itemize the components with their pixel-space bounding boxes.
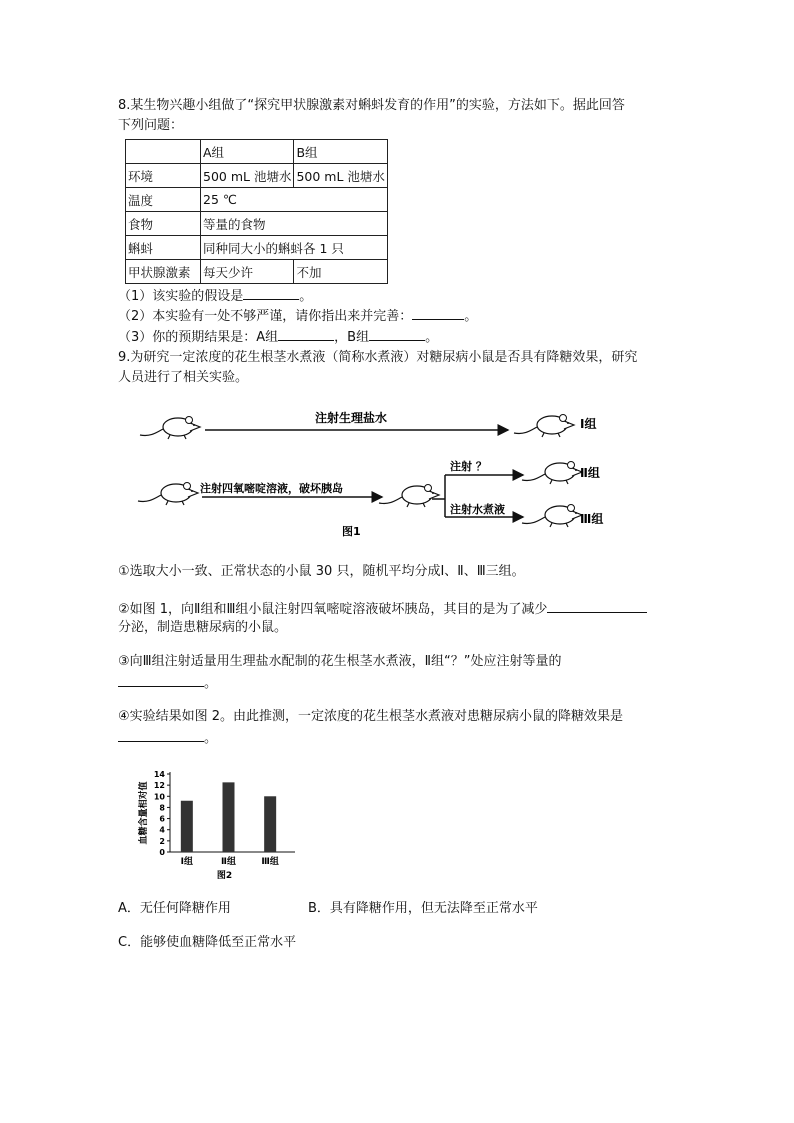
y-tick-label: 6	[159, 814, 165, 824]
table-row	[126, 164, 388, 188]
table-cell: 食物	[126, 212, 201, 236]
table-row	[126, 260, 388, 284]
y-tick-label: 0	[159, 848, 165, 857]
q8-sub1: （1）该实验的假设是 。	[118, 285, 312, 307]
y-tick-label: 14	[153, 770, 165, 779]
table-row	[126, 212, 388, 236]
q8-sub2: （2）本实验有一处不够严谨，请你指出来并完善： 。	[118, 305, 477, 327]
y-tick-label: 4	[159, 825, 165, 835]
answer-blank[interactable]	[412, 305, 464, 320]
mouse-icon	[522, 462, 582, 485]
mouse-icon	[379, 485, 439, 508]
mouse-icon	[140, 417, 200, 440]
answer-blank[interactable]	[369, 326, 425, 341]
option-b[interactable]: B．具有降糖作用，但无法降至正常水平	[308, 901, 538, 916]
table-cell: 25 ℃	[201, 188, 388, 212]
table-cell: 蝌蚪	[126, 236, 201, 260]
q9-step4: ④实验结果如图 2。由此推测，一定浓度的花生根茎水煮液对患糖尿病小鼠的降糖效果是	[118, 709, 624, 724]
y-tick-label: 2	[159, 836, 165, 846]
q8-sub3: （3）你的预期结果是：A组 ，B组 。	[118, 326, 438, 348]
arrow-label-decoction: 注射水煮液	[450, 503, 505, 516]
table-cell: B组	[294, 140, 387, 164]
q9-step3: ③向Ⅲ组注射适量用生理盐水配制的花生根茎水煮液，Ⅱ组“？”处应注射等量的	[118, 654, 562, 669]
table-cell: 500 mL 池塘水	[294, 164, 387, 188]
arrow-label-unknown: 注射 ？	[450, 460, 487, 473]
x-tick-label: Ⅰ组	[180, 857, 194, 867]
table-cell: A组	[201, 140, 294, 164]
q9-step1: ①选取大小一致、正常状态的小鼠 30 只，随机平均分成Ⅰ、Ⅱ、Ⅲ三组。	[118, 564, 525, 579]
experiment-table	[125, 139, 388, 284]
q9-step2: ②如图 1，向Ⅱ组和Ⅲ组小鼠注射四氧嘧啶溶液破坏胰岛，其目的是为了减少	[118, 598, 647, 620]
group-label-2: Ⅱ组	[580, 466, 600, 480]
table-cell: 500 mL 池塘水	[201, 164, 294, 188]
q9-step2-line2: 分泌，制造患糖尿病的小鼠。	[118, 620, 288, 635]
x-tick-label: Ⅲ组	[261, 857, 279, 867]
bar	[223, 782, 235, 852]
q8-stem-line2: 下列问题：	[118, 118, 184, 133]
table-row	[126, 140, 388, 164]
group-label-3: Ⅲ组	[580, 512, 604, 526]
figure-1-caption: 图1	[342, 525, 361, 538]
arrow-label-saline: 注射生理盐水	[315, 411, 388, 425]
table-row	[126, 236, 388, 260]
y-tick-label: 12	[153, 781, 165, 791]
answer-blank[interactable]	[118, 727, 204, 742]
y-tick-label: 10	[153, 792, 165, 802]
q9-stem-line1: 9.为研究一定浓度的花生根茎水煮液（简称水煮液）对糖尿病小鼠是否具有降糖效果，研究	[118, 350, 638, 365]
table-cell: 不加	[294, 260, 387, 284]
figure-2-chart	[130, 762, 310, 887]
table-cell: 每天少许	[201, 260, 294, 284]
table-cell: 温度	[126, 188, 201, 212]
answer-blank[interactable]	[278, 326, 334, 341]
q9-stem-line2: 人员进行了相关实验。	[118, 370, 249, 385]
mouse-icon	[514, 415, 574, 438]
option-a[interactable]: A．无任何降糖作用	[118, 901, 231, 916]
table-cell: 等量的食物	[201, 212, 388, 236]
table-cell: 同种同大小的蝌蚪各 1 只	[201, 236, 388, 260]
mouse-icon	[522, 505, 582, 528]
table-cell	[126, 140, 201, 164]
figure-1	[120, 395, 620, 545]
table-row	[126, 188, 388, 212]
chart-caption: 图2	[216, 871, 233, 881]
x-tick-label: Ⅱ组	[221, 857, 236, 867]
y-axis-label: 血糖含量相对值	[139, 781, 149, 845]
option-c[interactable]: C．能够使血糖降低至正常水平	[118, 935, 297, 950]
mouse-icon	[138, 483, 198, 506]
q8-stem-line1: 8.某生物兴趣小组做了“探究甲状腺激素对蝌蚪发育的作用”的实验，方法如下。据此回答	[118, 98, 625, 113]
y-tick-label: 8	[159, 803, 165, 813]
bar	[264, 796, 276, 852]
group-label-1: Ⅰ组	[580, 417, 597, 431]
answer-blank[interactable]	[118, 672, 204, 687]
q9-step3-line2: 。	[118, 672, 217, 694]
bar	[181, 801, 193, 852]
table-cell: 环境	[126, 164, 201, 188]
q9-step4-line2: 。	[118, 727, 217, 749]
arrow-label-alloxan: 注射四氧嘧啶溶液，破坏胰岛	[200, 482, 343, 495]
table-cell: 甲状腺激素	[126, 260, 201, 284]
answer-blank[interactable]	[547, 598, 647, 613]
answer-blank[interactable]	[243, 285, 299, 300]
